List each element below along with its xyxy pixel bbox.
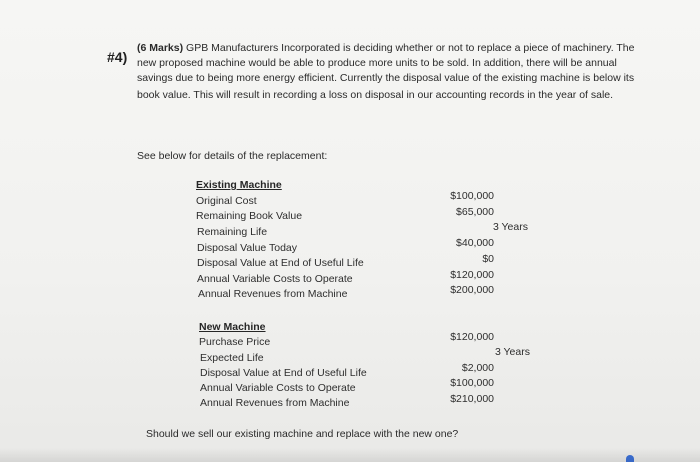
existing-original-cost-value: $100,000 [450, 190, 494, 202]
question-line-1 [137, 42, 634, 54]
page-shadow [0, 448, 700, 462]
existing-revenues-value: $200,000 [450, 284, 494, 296]
existing-machine-heading: Existing Machine [196, 179, 282, 191]
existing-disposal-end-label: Disposal Value at End of Useful Life [197, 257, 364, 269]
existing-disposal-today-label: Disposal Value Today [197, 242, 298, 254]
existing-disposal-end-value: $0 [482, 253, 494, 265]
new-expected-life-label: Expected Life [200, 352, 264, 364]
existing-variable-costs-label: Annual Variable Costs to Operate [197, 273, 353, 285]
question-marks: (6 Marks) [137, 42, 184, 54]
new-purchase-price-value: $120,000 [450, 331, 494, 343]
new-machine-heading: New Machine [199, 321, 266, 333]
question-line-2: new proposed machine would be able to produce more units to be sold. In addition, there will be annual [137, 57, 617, 69]
existing-remaining-life-label: Remaining Life [197, 226, 268, 238]
existing-book-value-label: Remaining Book Value [196, 210, 303, 222]
new-variable-costs-value: $100,000 [450, 377, 494, 389]
new-disposal-end-label: Disposal Value at End of Useful Life [200, 367, 367, 379]
final-question: Should we sell our existing machine and replace with the new one? [146, 428, 459, 440]
new-variable-costs-label: Annual Variable Costs to Operate [200, 382, 356, 394]
existing-book-value-value: $65,000 [456, 206, 494, 218]
question-text-1: GPB Manufacturers Incorporated is deciding whether or not to replace a piece of machinery. The [183, 42, 635, 54]
new-revenues-label: Annual Revenues from Machine [200, 397, 350, 409]
existing-remaining-life-value: 3 Years [492, 221, 528, 233]
see-below-text: See below for details of the replacement: [137, 150, 328, 162]
new-revenues-value: $210,000 [450, 393, 494, 405]
existing-disposal-today-value: $40,000 [456, 237, 494, 249]
question-line-4: book value. This will result in recording a loss on disposal in our accounting records in the year of sale. [137, 89, 614, 101]
new-expected-life-value: 3 Years [494, 346, 530, 358]
existing-original-cost-label: Original Cost [196, 195, 257, 207]
new-purchase-price-label: Purchase Price [199, 336, 271, 348]
new-disposal-end-value: $2,000 [461, 362, 494, 374]
existing-variable-costs-value: $120,000 [450, 269, 494, 281]
existing-revenues-label: Annual Revenues from Machine [198, 288, 348, 300]
question-number: #4) [107, 49, 128, 65]
question-line-3: savings due to being more energy efficient. Currently the disposal value of the existing machine is below its [137, 72, 635, 84]
